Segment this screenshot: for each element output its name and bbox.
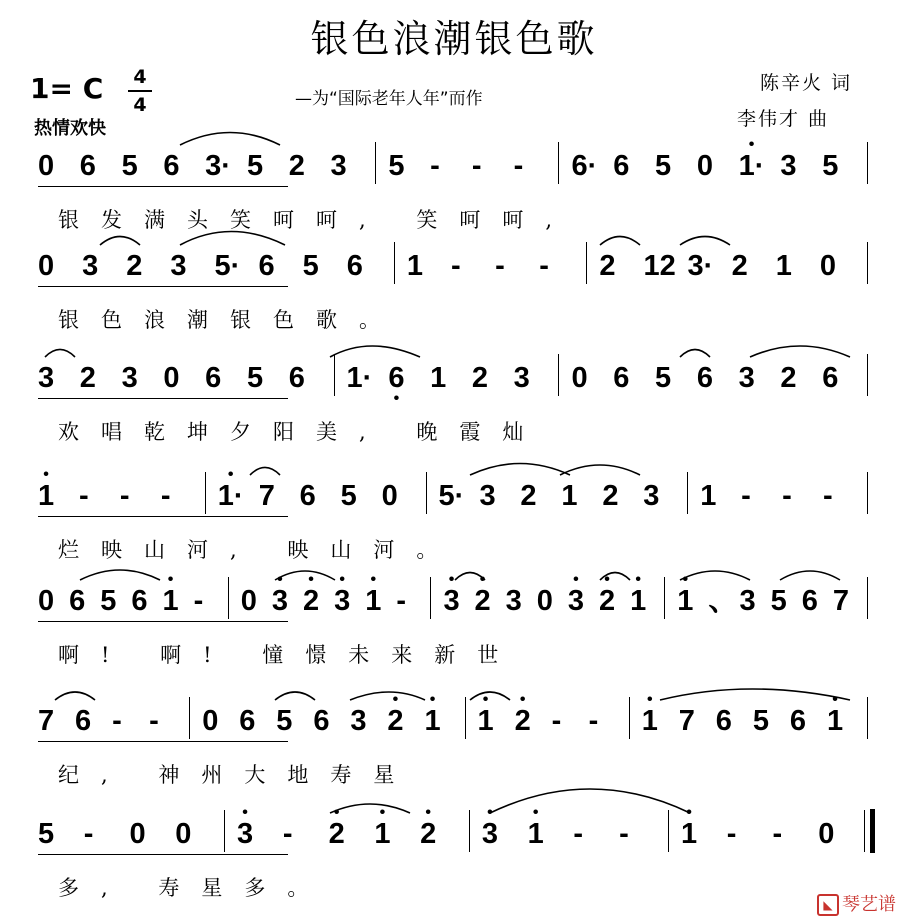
note-text: 0 <box>202 705 219 737</box>
slur-arc <box>350 692 425 700</box>
slur-arc <box>560 465 640 475</box>
note-text: - <box>551 705 562 737</box>
note-text: 2 <box>387 705 404 737</box>
note-text: 6 <box>75 705 92 737</box>
slur-arc <box>680 571 750 580</box>
octave-dot-above: • <box>425 804 431 821</box>
note-text: 1 <box>162 585 179 617</box>
note-text: - <box>112 705 122 737</box>
note-text: - <box>451 250 461 282</box>
note-text: 3 <box>643 480 660 512</box>
time-signature-bottom: 4 <box>133 94 147 116</box>
note-text: 5 <box>38 818 55 850</box>
note-text: - <box>619 818 629 850</box>
note-text: 5 <box>276 705 293 737</box>
note-text: 6 <box>205 362 222 394</box>
note-text: - <box>726 818 737 850</box>
composer-credit: 李伟才 曲 <box>737 108 830 130</box>
note-text: 3 <box>479 480 496 512</box>
note-text: 1 <box>406 250 424 282</box>
note-text: - <box>83 818 94 850</box>
octave-dot-above: • <box>604 571 610 588</box>
slur-arc <box>100 237 140 246</box>
slur-arc <box>680 237 730 246</box>
note-text: 2 <box>731 250 748 282</box>
note-text: 1· <box>346 362 373 394</box>
slur-arc <box>330 804 410 813</box>
note-text: 0 <box>38 250 55 282</box>
note-text: 1 <box>430 362 447 394</box>
octave-dot-above: • <box>532 804 539 821</box>
note-text: 0 <box>38 150 55 182</box>
slur-arc <box>275 571 335 580</box>
note-text: 5 <box>340 480 357 512</box>
note-text: 6 <box>313 705 330 737</box>
note-text: - <box>160 480 171 512</box>
time-signature-top: 4 <box>133 66 147 88</box>
score-title: 银色浪潮银色歌 <box>310 17 598 61</box>
lyrics-line: 啊! 啊! 憧憬未来新世 <box>58 643 521 667</box>
note-text: - <box>396 585 406 617</box>
note-text: 1 <box>826 705 844 737</box>
note-text: 6 <box>613 150 630 182</box>
slur-arc <box>660 689 850 700</box>
note-text: 1 <box>527 818 544 850</box>
note-text: 1· <box>217 480 244 512</box>
note-text: 6 <box>258 250 275 282</box>
note-text: 1 <box>477 705 494 737</box>
note-text: 2 <box>474 585 491 617</box>
note-text: 3 <box>82 250 99 282</box>
note-text: 5 <box>100 585 117 617</box>
note-text: 6 <box>69 585 86 617</box>
note-text: 0 <box>818 818 835 850</box>
note-text: 2 <box>288 150 305 182</box>
slur-arc <box>180 133 280 146</box>
slur-arc <box>275 692 315 700</box>
note-text: 7 <box>38 705 55 737</box>
note-text: 5 <box>655 150 672 182</box>
tempo-marking: 热情欢快 <box>34 118 106 139</box>
note-text: 12 <box>643 250 676 282</box>
note-text: - <box>741 480 751 512</box>
note-text: 3· <box>687 250 714 282</box>
note-text: 2 <box>328 818 345 850</box>
note-text: - <box>495 250 505 282</box>
note-text: 6· <box>571 150 598 182</box>
note-text: 6 <box>346 250 363 282</box>
note-text: 6 <box>822 362 839 394</box>
note-text: 1 <box>700 480 717 512</box>
note-text: 3 <box>271 585 288 617</box>
note-text: - <box>149 705 159 737</box>
note-text: - <box>588 705 599 737</box>
octave-dot-above: • <box>429 691 436 708</box>
octave-dot-above: • <box>635 571 642 588</box>
note-text: 3 <box>567 585 585 617</box>
octave-dot-above: • <box>682 571 689 588</box>
slur-arc <box>330 346 420 357</box>
note-text: 0 <box>240 585 257 617</box>
octave-dot-above: • <box>482 691 489 708</box>
watermark-logo <box>817 890 896 916</box>
lyrics-line: 银发满头笑呵呵, 笑呵呵, <box>58 208 575 232</box>
note-text: 7 <box>258 480 275 512</box>
watermark-text: 琴艺谱 <box>842 894 896 915</box>
octave-dot-above: • <box>333 804 340 821</box>
note-text: 2 <box>126 250 143 282</box>
note-text: - <box>193 585 204 617</box>
note-text: 6 <box>789 705 807 737</box>
note-text: 3 <box>443 585 460 617</box>
note-text: 5 <box>388 150 405 182</box>
note-text: 0 <box>696 150 713 182</box>
note-text: - <box>772 818 783 850</box>
note-text: - <box>823 480 833 512</box>
note-text: 3 <box>505 585 522 617</box>
note-text: 6 <box>388 362 405 394</box>
slur-arc <box>455 573 485 581</box>
slur-arc <box>600 237 640 246</box>
octave-dot-above: • <box>748 136 755 153</box>
octave-dot-above: • <box>573 571 579 588</box>
slur-arc <box>780 571 840 580</box>
note-text: 0 <box>571 362 588 394</box>
note-text: 6 <box>288 362 305 394</box>
octave-dot-above: • <box>339 571 345 588</box>
note-text: 5 <box>770 585 787 617</box>
note-text: 3 <box>738 362 755 394</box>
slur-arc <box>600 573 630 581</box>
note-text: 2 <box>599 250 616 282</box>
note-text: 0 <box>175 818 192 850</box>
note-text: 5· <box>214 250 241 282</box>
logo-icon: ◣ <box>817 894 839 916</box>
note-text: 3 <box>330 150 347 182</box>
octave-dot-above: • <box>43 466 49 483</box>
subtitle: —为“国际老年人年”而作 <box>295 89 483 109</box>
note-text: 1 <box>680 818 698 850</box>
lyrics-line: 多, 寿星多。 <box>58 876 331 900</box>
note-text: 0 <box>381 480 398 512</box>
note-text: 5 <box>822 150 839 182</box>
note-text: 1 <box>561 480 578 512</box>
note-text: 5 <box>752 705 769 737</box>
octave-dot-above: • <box>479 571 486 588</box>
note-text: - <box>282 818 293 850</box>
note-text: 3 <box>334 585 351 617</box>
note-text: 5 <box>246 150 264 182</box>
slur-arc <box>180 232 285 246</box>
note-text: 0 <box>819 250 837 282</box>
note-text: 2 <box>520 480 537 512</box>
note-text: 6 <box>131 585 148 617</box>
note-text: 1 <box>374 818 391 850</box>
note-text: 2 <box>302 585 320 617</box>
note-text: 1 <box>641 705 658 737</box>
note-text: 2 <box>602 480 619 512</box>
note-text: 2 <box>471 362 489 394</box>
note-text: 5 <box>121 150 138 182</box>
note-text: - <box>78 480 89 512</box>
note-text: - <box>430 150 440 182</box>
note-text: 0 <box>536 585 553 617</box>
octave-dot-above: • <box>379 804 386 821</box>
note-text: 6 <box>79 150 96 182</box>
note-text: 3 <box>350 705 367 737</box>
note-text: 3· <box>205 150 231 182</box>
note-text: 1 <box>677 585 694 617</box>
note-text: 2 <box>599 585 616 617</box>
slur-arc <box>45 350 75 358</box>
slur-arc <box>750 346 850 357</box>
note-text: 7 <box>832 585 850 617</box>
note-text: 0 <box>38 585 55 617</box>
note-text: 6 <box>163 150 180 182</box>
octave-dot-below: • <box>393 390 400 407</box>
note-text: 6 <box>801 585 818 617</box>
note-text: 1 <box>630 585 647 617</box>
note-text: 1 <box>775 250 792 282</box>
slur-arc <box>250 468 280 476</box>
note-text: 1 <box>38 480 55 512</box>
note-text: 6 <box>715 705 732 737</box>
note-text: 5· <box>438 480 465 512</box>
note-text: 3 <box>170 250 187 282</box>
note-text: 、 <box>708 585 738 617</box>
note-text: 0 <box>163 362 180 394</box>
note-text: 6 <box>613 362 630 394</box>
key-signature: 1= C <box>30 72 104 105</box>
note-text: 2 <box>79 362 96 394</box>
note-text: 0 <box>129 818 146 850</box>
octave-dot-above: • <box>487 804 493 821</box>
note-text: 3 <box>38 362 55 394</box>
note-text: - <box>573 818 584 850</box>
octave-dot-above: • <box>308 571 314 588</box>
note-text: 6 <box>239 705 256 737</box>
note-text: 3 <box>237 818 254 850</box>
note-text: 1· <box>738 150 765 182</box>
note-text: 1 <box>365 585 382 617</box>
octave-dot-above: • <box>646 691 653 708</box>
note-text: - <box>782 480 792 512</box>
note-text: 5 <box>302 250 319 282</box>
note-text: - <box>471 150 482 182</box>
slur-arc <box>680 350 710 358</box>
note-text: 7 <box>678 705 695 737</box>
note-text: - <box>539 250 549 282</box>
slur-arc <box>470 464 570 476</box>
note-text: 2 <box>514 705 531 737</box>
note-text: 5 <box>655 362 672 394</box>
note-text: 6 <box>696 362 713 394</box>
lyrics-line: 纪, 神州大地寿星 <box>58 763 417 787</box>
slur-arc <box>80 570 160 580</box>
octave-dot-above: • <box>392 691 399 708</box>
slur-arc <box>55 692 95 700</box>
note-text: 6 <box>299 480 316 512</box>
note-text: 3 <box>121 362 138 394</box>
note-text: 2 <box>780 362 797 394</box>
octave-dot-above: • <box>227 466 234 483</box>
note-text: 1 <box>424 705 441 737</box>
octave-dot-above: • <box>242 804 248 821</box>
slur-arc <box>470 692 510 700</box>
note-text: 3 <box>739 585 756 617</box>
slur-arc <box>490 789 690 813</box>
octave-dot-above: • <box>448 571 455 588</box>
lyrics-line: 烂映山河, 映山河。 <box>58 538 460 562</box>
octave-dot-above: • <box>519 691 526 708</box>
note-text: 5 <box>246 362 264 394</box>
note-text: - <box>513 150 524 182</box>
note-text: 3 <box>481 818 499 850</box>
lyrics-line: 欢唱乾坤夕阳美, 晚霞灿 <box>58 420 546 444</box>
note-text: - <box>119 480 130 512</box>
lyrics-line: 银色浪潮银色歌。 <box>58 308 402 332</box>
note-text: 3 <box>780 150 797 182</box>
octave-dot-above: • <box>167 571 174 588</box>
note-text: 2 <box>420 818 437 850</box>
octave-dot-above: • <box>832 691 838 708</box>
octave-dot-above: • <box>277 571 283 588</box>
note-text: 3 <box>513 362 530 394</box>
lyricist-credit: 陈辛火 词 <box>760 72 853 94</box>
octave-dot-above: • <box>370 571 377 588</box>
octave-dot-above: • <box>686 804 692 821</box>
